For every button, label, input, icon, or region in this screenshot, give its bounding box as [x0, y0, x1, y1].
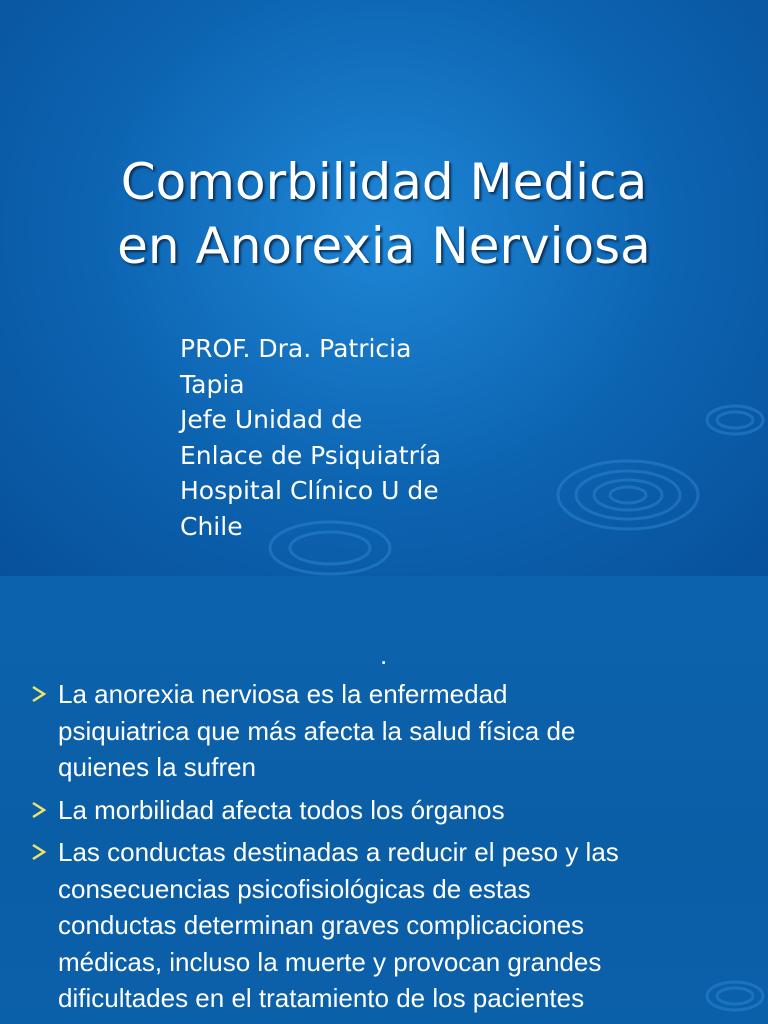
author-block: [180, 331, 540, 544]
author-line-2: Tapia: [180, 369, 245, 399]
slide-dot: .: [380, 640, 388, 670]
author-line-3: Jefe Unidad de: [180, 405, 363, 434]
arrow-bullet-icon: [30, 834, 48, 870]
bullet-line: quienes la sufren: [58, 752, 257, 782]
author-line-5: Hospital Clínico U de: [180, 476, 439, 505]
arrow-bullet-icon: [30, 792, 48, 828]
slide-title: [0, 150, 768, 278]
arrow-bullet-icon: [30, 676, 48, 712]
bullet-line: dificultades en el tratamiento de los pacientes: [58, 983, 585, 1013]
bullet-item: [30, 834, 760, 1017]
bullet-item: [30, 676, 760, 786]
bullet-line: conductas determinan graves complicaciones: [58, 910, 585, 940]
author-line-1: PROF. Dra. Patricia: [180, 334, 412, 363]
title-line-1: Comorbilidad Medica: [120, 153, 648, 211]
bullet-list: [30, 676, 760, 1023]
title-line-2: en Anorexia Nerviosa: [117, 217, 651, 275]
bullet-line: Las conductas destinadas a reducir el peso y las: [58, 837, 619, 867]
bullet-line: La anorexia nerviosa es la enfermedad: [58, 679, 508, 709]
bullet-line: consecuencias psicofisiológicas de estas: [58, 873, 531, 904]
bullet-item: [30, 792, 760, 829]
bullet-line: psiquiatrica que más afecta la salud física de: [58, 715, 576, 746]
author-line-4: Enlace de Psiquiatría: [180, 440, 442, 470]
bullet-line: médicas, incluso la muerte y provocan grandes: [58, 946, 602, 977]
bullet-line: La morbilidad afecta todos los órganos: [58, 794, 505, 825]
author-line-6: Chile: [180, 511, 243, 541]
